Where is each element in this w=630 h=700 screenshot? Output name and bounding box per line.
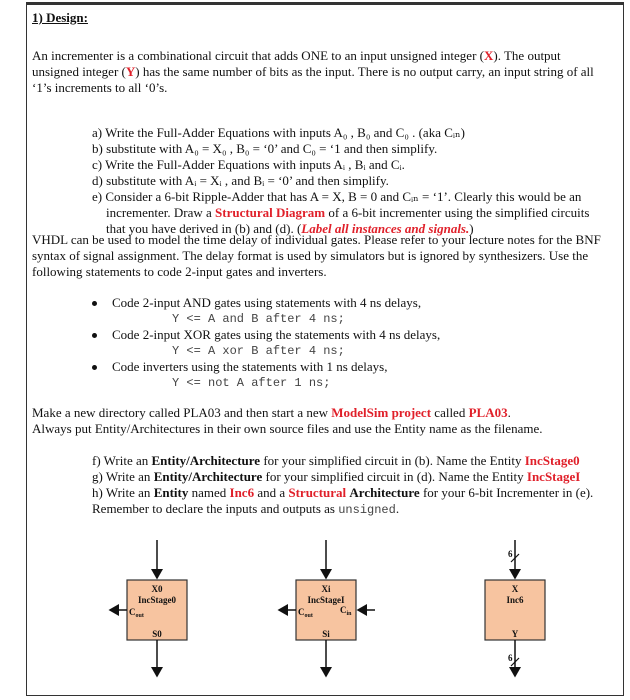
port-x0: X0 xyxy=(151,584,163,594)
item-e-line-1: e) Consider a 6-bit Ripple-Adder that has A = X, B = 0 and Cᵢₙ = ‘1’. Clearly this would be an xyxy=(92,189,582,204)
intro-line-1: An incrementer is a combinational circuit that adds ONE to an input unsigned integer (X). The output xyxy=(32,48,561,63)
block-name: IncStage0 xyxy=(138,595,176,605)
port-xi: Xi xyxy=(321,584,331,594)
item-d: d) substitute with Aᵢ = Xᵢ , and Bᵢ = ‘0’ and then simplify. xyxy=(92,173,389,188)
code-not: Y <= not A after 1 ns; xyxy=(172,376,331,390)
incstage0-block xyxy=(110,540,187,676)
port-y: Y xyxy=(511,629,519,639)
task-remember: Remember to declare the inputs and outputs as unsigned. xyxy=(92,501,400,517)
port-s0: S0 xyxy=(152,629,162,639)
item-a: a) Write the Full-Adder Equations with inputs A₀ , B₀ and C₀ . (aka Cᵢₙ) xyxy=(92,125,465,140)
port-si: Si xyxy=(322,629,330,639)
vhdl-line-3: following statements to code 2-input gates and inverters. xyxy=(32,264,327,279)
vhdl-line-2: syntax of signal assignment. The delay format is used by simulators but is ignored by synthesizers. Use the xyxy=(32,248,589,263)
bus-width-out: 6 xyxy=(508,653,513,663)
task-h: h) Write an Entity named Inc6 and a Structural Architecture for your 6-bit Incrementer in (e). xyxy=(92,485,594,500)
port-x: X xyxy=(511,584,519,594)
intro-line-2: unsigned integer (Y) has the same number of bits as the input. There is no output carry, an input string of all xyxy=(32,64,594,79)
item-c: c) Write the Full-Adder Equations with inputs Aᵢ , Bᵢ and Cᵢ. xyxy=(92,157,405,172)
bullet-icon xyxy=(92,365,97,370)
bullet-icon xyxy=(92,301,97,306)
port-cout: $C_{out}$ xyxy=(298,607,313,619)
item-e-line-3: that you have derived in (b) and (d). (Label all instances and signals.) xyxy=(106,221,474,236)
code-and: Y <= A and B after 4 ns; xyxy=(172,312,345,326)
port-cin: $C_{in}$ xyxy=(340,605,352,617)
project-line-2: Always put Entity/Architectures in their own source files and use the Entity name as the filename. xyxy=(32,421,543,436)
structural-diagram xyxy=(0,530,630,700)
task-f: f) Write an Entity/Architecture for your simplified circuit in (b). Name the Entity IncStage0 xyxy=(92,453,580,468)
bullet-xor: Code 2-input XOR gates using the statements with 4 ns delays, xyxy=(112,327,441,342)
code-xor: Y <= A xor B after 4 ns; xyxy=(172,344,345,358)
task-g: g) Write an Entity/Architecture for your simplified circuit in (d). Name the Entity IncStageI xyxy=(92,469,581,484)
bullet-not: Code inverters using the statements with 1 ns delays, xyxy=(112,359,388,374)
bus-width-in: 6 xyxy=(508,549,513,559)
item-b: b) substitute with A₀ = X₀ , B₀ = ‘0’ and C₀ = ‘1 and then simplify. xyxy=(92,141,438,156)
block-name: Inc6 xyxy=(506,595,524,605)
inc6-block xyxy=(485,540,545,676)
block-name: IncStageI xyxy=(307,595,345,605)
item-e-line-2: incrementer. Draw a Structural Diagram of a 6-bit incrementer using the simplified circuits xyxy=(106,205,590,220)
vhdl-line-1: VHDL can be used to model the time delay of individual gates. Please refer to your lecture notes for the BNF xyxy=(32,232,601,247)
bullet-and: Code 2-input AND gates using statements with 4 ns delays, xyxy=(112,295,422,310)
section-heading: 1) Design: xyxy=(32,10,88,25)
intro-line-3: ‘1’s increments to all ‘0’s. xyxy=(32,80,168,95)
incstagei-block xyxy=(279,540,375,676)
project-line-1: Make a new directory called PLA03 and then start a new ModelSim project called PLA03. xyxy=(32,405,511,420)
port-cout: $C_{out}$ xyxy=(129,607,144,619)
bullet-icon xyxy=(92,333,97,338)
